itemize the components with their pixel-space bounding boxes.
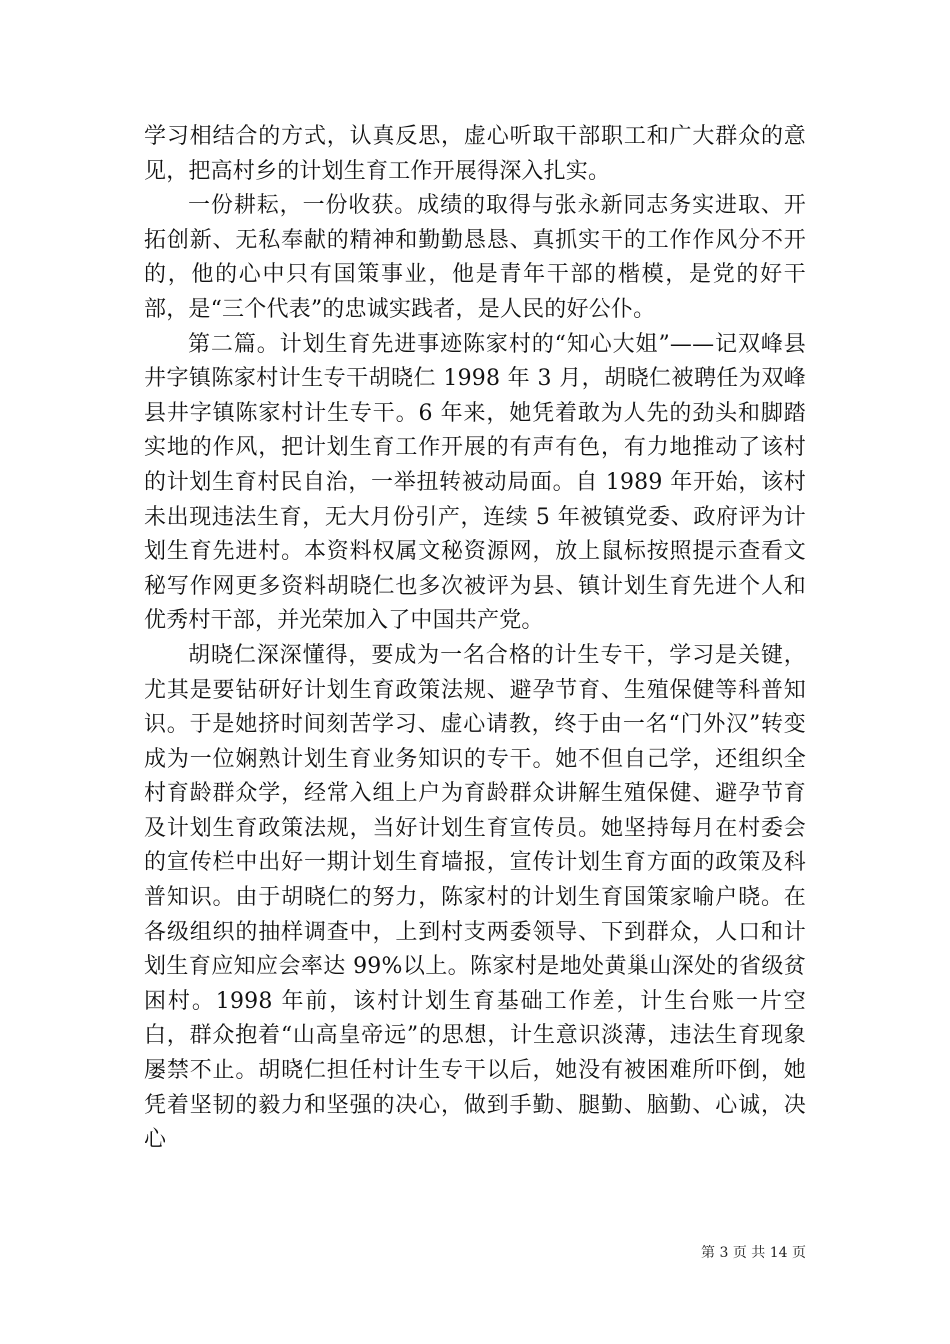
paragraph-2: 一份耕耘，一份收获。成绩的取得与张永新同志务实进取、开拓创新、无私奉献的精神和勤勤恳恳、真抓实干的工作作风分不开的，他的心中只有国策事业，他是青年干部的楷模，是党的好干部，是“三个代表”的忠诚实践者，是人民的好公仆。 <box>144 193 806 322</box>
paragraph-4: 胡晓仁深深懂得，要成为一名合格的计生专干，学习是关键，尤其是要钻研好计划生育政策法规、避孕节育、生殖保健等科普知识。于是她挤时间刻苦学习、虚心请教，终于由一名“门外汉”转变成为一位娴熟计划生育业务知识的专干。她不但自己学，还组织全村育龄群众学，经常入组上户为育龄群众讲解生殖保健、避孕节育及计划生育政策法规，当好计划生育宣传员。她坚持每月在村委会的宣传栏中出好一期计划生育墙报，宣传计划生育方面的政策及科普知识。由于胡晓仁的努力，陈家村的计划生育国策家喻户晓。在各级组织的抽样调查中，上到村支两委领导、下到群众，人口和计划生育应知应会率达 99%以上。陈家村是地处黄巢山深处的省级贫困村。1998 年前，该村计划生育基础工作差，计生台账一片空白，群众抱着“山高皇帝远”的思想，计生意识淡薄，违法生育现象屡禁不止。胡晓仁担任村计生专干以后，她没有被困难所吓倒，她凭着坚韧的毅力和坚强的决心，做到手勤、腿勤、脑勤、心诚，决心 <box>144 642 806 1153</box>
paragraph-3: 第二篇。计划生育先进事迹陈家村的“知心大姐”——记双峰县井字镇陈家村计生专干胡晓仁 1998 年 3 月，胡晓仁被聘任为双峰县井字镇陈家村计生专干。6 年来，她凭着敢为人先的劲头和脚踏实地的作风，把计划生育工作开展的有声有色，有力地推动了该村的计划生育村民自治，一举扭转被动局面。自 1989 年开始，该村未出现违法生育，无大月份引产，连续 5 年被镇党委、政府评为计划生育先进村。本资料权属文秘资源网，放上鼠标按照提示查看文秘写作网更多资料胡晓仁也多次被评为县、镇计划生育先进个人和优秀村干部，并光荣加入了中国共产党。 <box>144 331 806 634</box>
page-number: 第 3 页 共 14 页 <box>701 1245 806 1261</box>
document-body <box>144 120 806 1158</box>
paragraph-1: 学习相结合的方式，认真反思，虚心听取干部职工和广大群众的意见，把高村乡的计划生育工作开展得深入扎实。 <box>144 124 806 184</box>
